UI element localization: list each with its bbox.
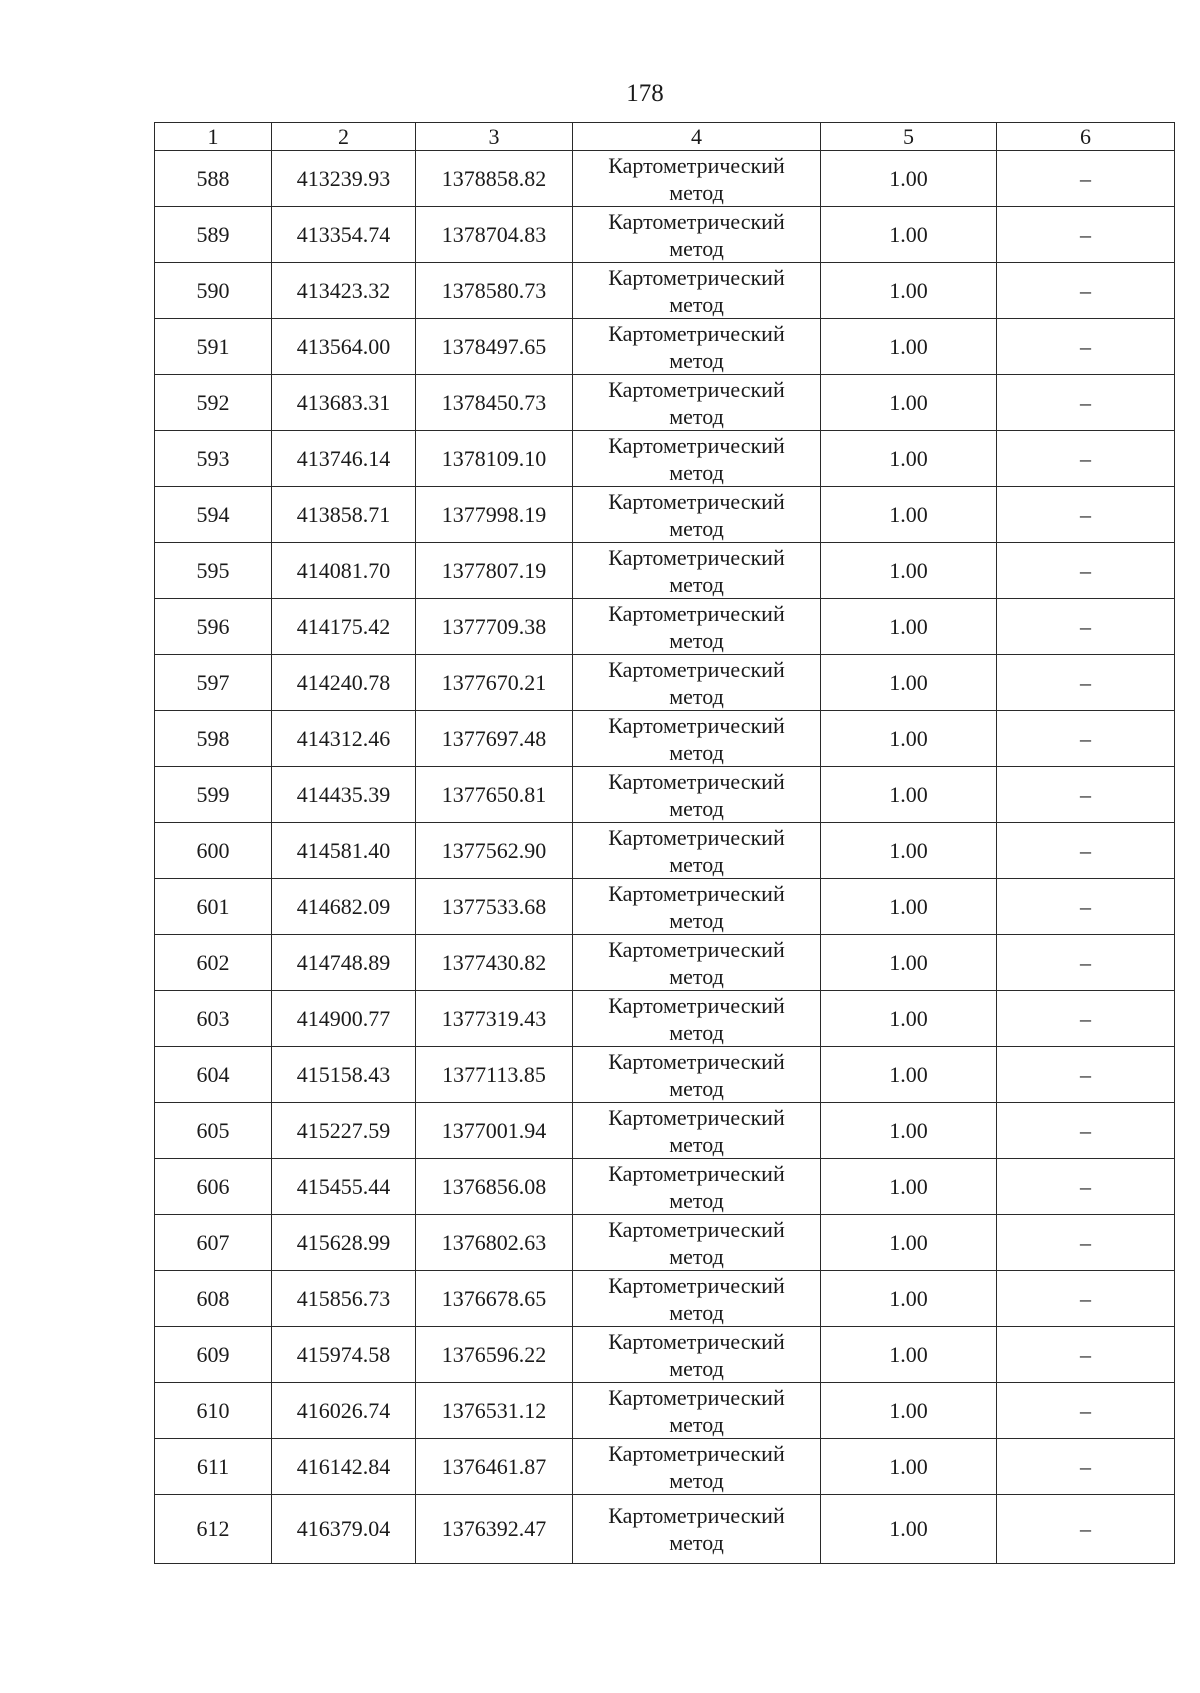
x-coordinate-cell: 415628.99 — [272, 1215, 416, 1271]
table-row — [155, 655, 1175, 711]
point-number-cell: 596 — [155, 599, 272, 655]
note-cell: – — [997, 823, 1175, 879]
table-row — [155, 935, 1175, 991]
method-line-2: метод — [669, 179, 724, 205]
table-row — [155, 487, 1175, 543]
note-cell: – — [997, 207, 1175, 263]
table-body — [155, 151, 1175, 1564]
method-line-1: Картометрический — [608, 376, 785, 402]
note-cell: – — [997, 655, 1175, 711]
x-coordinate-cell: 414682.09 — [272, 879, 416, 935]
note-cell: – — [997, 319, 1175, 375]
x-coordinate-cell: 415974.58 — [272, 1327, 416, 1383]
y-coordinate-cell: 1376531.12 — [416, 1383, 573, 1439]
method-line-2: метод — [669, 795, 724, 821]
y-coordinate-cell: 1376678.65 — [416, 1271, 573, 1327]
accuracy-cell: 1.00 — [821, 879, 997, 935]
table-row — [155, 431, 1175, 487]
y-coordinate-cell: 1376802.63 — [416, 1215, 573, 1271]
table-row — [155, 207, 1175, 263]
accuracy-cell: 1.00 — [821, 767, 997, 823]
method-cell — [573, 1271, 821, 1327]
method-line-2: метод — [669, 851, 724, 877]
accuracy-cell: 1.00 — [821, 1495, 997, 1564]
point-number-cell: 606 — [155, 1159, 272, 1215]
method-line-2: метод — [669, 1467, 724, 1493]
accuracy-cell: 1.00 — [821, 655, 997, 711]
y-coordinate-cell: 1377998.19 — [416, 487, 573, 543]
method-cell — [573, 375, 821, 431]
column-header: 2 — [272, 123, 416, 151]
note-cell: – — [997, 431, 1175, 487]
method-line-2: метод — [669, 1355, 724, 1381]
note-cell: – — [997, 935, 1175, 991]
method-line-1: Картометрический — [608, 1216, 785, 1242]
method-cell — [573, 991, 821, 1047]
x-coordinate-cell: 414748.89 — [272, 935, 416, 991]
y-coordinate-cell: 1377319.43 — [416, 991, 573, 1047]
y-coordinate-cell: 1377670.21 — [416, 655, 573, 711]
accuracy-cell: 1.00 — [821, 991, 997, 1047]
accuracy-cell: 1.00 — [821, 1327, 997, 1383]
method-cell — [573, 655, 821, 711]
y-coordinate-cell: 1376392.47 — [416, 1495, 573, 1564]
note-cell: – — [997, 1215, 1175, 1271]
accuracy-cell: 1.00 — [821, 711, 997, 767]
point-number-cell: 588 — [155, 151, 272, 207]
note-cell: – — [997, 879, 1175, 935]
method-cell — [573, 207, 821, 263]
y-coordinate-cell: 1377001.94 — [416, 1103, 573, 1159]
y-coordinate-cell: 1378109.10 — [416, 431, 573, 487]
point-number-cell: 597 — [155, 655, 272, 711]
table-row — [155, 879, 1175, 935]
y-coordinate-cell: 1377113.85 — [416, 1047, 573, 1103]
method-line-2: метод — [669, 1187, 724, 1213]
accuracy-cell: 1.00 — [821, 375, 997, 431]
table-row — [155, 1271, 1175, 1327]
point-number-cell: 603 — [155, 991, 272, 1047]
method-line-1: Картометрический — [608, 1104, 785, 1130]
method-line-1: Картометрический — [608, 1160, 785, 1186]
y-coordinate-cell: 1377697.48 — [416, 711, 573, 767]
method-cell — [573, 487, 821, 543]
method-line-2: метод — [669, 1411, 724, 1437]
x-coordinate-cell: 413858.71 — [272, 487, 416, 543]
x-coordinate-cell: 414312.46 — [272, 711, 416, 767]
table-row — [155, 1215, 1175, 1271]
y-coordinate-cell: 1377709.38 — [416, 599, 573, 655]
method-line-2: метод — [669, 683, 724, 709]
point-number-cell: 610 — [155, 1383, 272, 1439]
point-number-cell: 591 — [155, 319, 272, 375]
point-number-cell: 593 — [155, 431, 272, 487]
point-number-cell: 599 — [155, 767, 272, 823]
method-line-2: метод — [669, 1019, 724, 1045]
table-row — [155, 711, 1175, 767]
accuracy-cell: 1.00 — [821, 487, 997, 543]
y-coordinate-cell: 1378497.65 — [416, 319, 573, 375]
method-line-2: метод — [669, 1299, 724, 1325]
x-coordinate-cell: 413564.00 — [272, 319, 416, 375]
point-number-cell: 612 — [155, 1495, 272, 1564]
coordinates-table — [154, 122, 1175, 1564]
point-number-cell: 590 — [155, 263, 272, 319]
note-cell: – — [997, 1047, 1175, 1103]
accuracy-cell: 1.00 — [821, 431, 997, 487]
method-cell — [573, 879, 821, 935]
x-coordinate-cell: 415455.44 — [272, 1159, 416, 1215]
point-number-cell: 601 — [155, 879, 272, 935]
y-coordinate-cell: 1378704.83 — [416, 207, 573, 263]
y-coordinate-cell: 1376596.22 — [416, 1327, 573, 1383]
table-row — [155, 543, 1175, 599]
note-cell: – — [997, 711, 1175, 767]
method-line-2: метод — [669, 291, 724, 317]
note-cell: – — [997, 599, 1175, 655]
method-cell — [573, 1327, 821, 1383]
method-line-2: метод — [669, 403, 724, 429]
x-coordinate-cell: 416142.84 — [272, 1439, 416, 1495]
accuracy-cell: 1.00 — [821, 1159, 997, 1215]
note-cell: – — [997, 1327, 1175, 1383]
table-row — [155, 599, 1175, 655]
method-line-2: метод — [669, 235, 724, 261]
method-line-2: метод — [669, 571, 724, 597]
method-line-1: Картометрический — [608, 992, 785, 1018]
method-line-1: Картометрический — [608, 656, 785, 682]
x-coordinate-cell: 413746.14 — [272, 431, 416, 487]
method-cell — [573, 1215, 821, 1271]
table-row — [155, 1327, 1175, 1383]
y-coordinate-cell: 1378858.82 — [416, 151, 573, 207]
accuracy-cell: 1.00 — [821, 1103, 997, 1159]
x-coordinate-cell: 413423.32 — [272, 263, 416, 319]
method-line-2: метод — [669, 907, 724, 933]
method-cell — [573, 431, 821, 487]
method-line-1: Картометрический — [608, 1272, 785, 1298]
accuracy-cell: 1.00 — [821, 599, 997, 655]
x-coordinate-cell: 413683.31 — [272, 375, 416, 431]
method-line-1: Картометрический — [608, 600, 785, 626]
table-row — [155, 375, 1175, 431]
accuracy-cell: 1.00 — [821, 1047, 997, 1103]
method-cell — [573, 263, 821, 319]
note-cell: – — [997, 1159, 1175, 1215]
method-line-1: Картометрический — [608, 208, 785, 234]
accuracy-cell: 1.00 — [821, 823, 997, 879]
x-coordinate-cell: 414081.70 — [272, 543, 416, 599]
table-row — [155, 1383, 1175, 1439]
note-cell: – — [997, 263, 1175, 319]
table-row — [155, 1103, 1175, 1159]
point-number-cell: 598 — [155, 711, 272, 767]
method-line-1: Картометрический — [608, 1048, 785, 1074]
table-row — [155, 1159, 1175, 1215]
y-coordinate-cell: 1377562.90 — [416, 823, 573, 879]
note-cell: – — [997, 151, 1175, 207]
method-cell — [573, 935, 821, 991]
x-coordinate-cell: 415856.73 — [272, 1271, 416, 1327]
method-line-1: Картометрический — [608, 264, 785, 290]
method-line-1: Картометрический — [608, 488, 785, 514]
point-number-cell: 604 — [155, 1047, 272, 1103]
table-row — [155, 1439, 1175, 1495]
x-coordinate-cell: 414900.77 — [272, 991, 416, 1047]
method-cell — [573, 151, 821, 207]
method-line-2: метод — [669, 1131, 724, 1157]
method-line-1: Картометрический — [608, 1328, 785, 1354]
x-coordinate-cell: 414435.39 — [272, 767, 416, 823]
point-number-cell: 592 — [155, 375, 272, 431]
method-line-1: Картометрический — [608, 320, 785, 346]
method-cell — [573, 1103, 821, 1159]
point-number-cell: 605 — [155, 1103, 272, 1159]
note-cell: – — [997, 543, 1175, 599]
table-row — [155, 151, 1175, 207]
x-coordinate-cell: 414175.42 — [272, 599, 416, 655]
method-line-1: Картометрический — [608, 152, 785, 178]
method-cell — [573, 823, 821, 879]
note-cell: – — [997, 991, 1175, 1047]
method-cell — [573, 1383, 821, 1439]
accuracy-cell: 1.00 — [821, 263, 997, 319]
table-row — [155, 319, 1175, 375]
method-line-2: метод — [669, 1075, 724, 1101]
accuracy-cell: 1.00 — [821, 319, 997, 375]
table-header-row — [155, 123, 1175, 151]
point-number-cell: 607 — [155, 1215, 272, 1271]
point-number-cell: 595 — [155, 543, 272, 599]
method-cell — [573, 711, 821, 767]
accuracy-cell: 1.00 — [821, 543, 997, 599]
method-line-1: Картометрический — [608, 880, 785, 906]
method-cell — [573, 1159, 821, 1215]
note-cell: – — [997, 767, 1175, 823]
note-cell: – — [997, 487, 1175, 543]
method-line-2: метод — [669, 1530, 724, 1555]
accuracy-cell: 1.00 — [821, 1215, 997, 1271]
point-number-cell: 609 — [155, 1327, 272, 1383]
y-coordinate-cell: 1377533.68 — [416, 879, 573, 935]
method-line-1: Картометрический — [608, 1440, 785, 1466]
x-coordinate-cell: 414581.40 — [272, 823, 416, 879]
method-line-2: метод — [669, 515, 724, 541]
table-row — [155, 823, 1175, 879]
column-header: 1 — [155, 123, 272, 151]
point-number-cell: 600 — [155, 823, 272, 879]
method-line-1: Картометрический — [608, 936, 785, 962]
method-line-2: метод — [669, 459, 724, 485]
method-cell — [573, 767, 821, 823]
method-line-2: метод — [669, 963, 724, 989]
y-coordinate-cell: 1377650.81 — [416, 767, 573, 823]
y-coordinate-cell: 1378450.73 — [416, 375, 573, 431]
accuracy-cell: 1.00 — [821, 1383, 997, 1439]
point-number-cell: 608 — [155, 1271, 272, 1327]
x-coordinate-cell: 415158.43 — [272, 1047, 416, 1103]
x-coordinate-cell: 413239.93 — [272, 151, 416, 207]
method-line-1: Картометрический — [608, 768, 785, 794]
method-line-2: метод — [669, 347, 724, 373]
accuracy-cell: 1.00 — [821, 151, 997, 207]
table-row — [155, 991, 1175, 1047]
table-row — [155, 767, 1175, 823]
accuracy-cell: 1.00 — [821, 1271, 997, 1327]
method-line-1: Картометрический — [608, 1503, 785, 1528]
note-cell: – — [997, 1439, 1175, 1495]
note-cell: – — [997, 1103, 1175, 1159]
x-coordinate-cell: 413354.74 — [272, 207, 416, 263]
y-coordinate-cell: 1376461.87 — [416, 1439, 573, 1495]
method-line-1: Картометрический — [608, 712, 785, 738]
point-number-cell: 589 — [155, 207, 272, 263]
x-coordinate-cell: 416379.04 — [272, 1495, 416, 1564]
note-cell: – — [997, 375, 1175, 431]
x-coordinate-cell: 415227.59 — [272, 1103, 416, 1159]
method-cell — [573, 1047, 821, 1103]
method-cell — [573, 1495, 821, 1564]
method-line-1: Картометрический — [608, 1384, 785, 1410]
x-coordinate-cell: 414240.78 — [272, 655, 416, 711]
column-header: 6 — [997, 123, 1175, 151]
method-line-1: Картометрический — [608, 544, 785, 570]
method-cell — [573, 1439, 821, 1495]
accuracy-cell: 1.00 — [821, 1439, 997, 1495]
accuracy-cell: 1.00 — [821, 207, 997, 263]
table-row — [155, 263, 1175, 319]
note-cell: – — [997, 1495, 1175, 1564]
method-cell — [573, 543, 821, 599]
table-row — [155, 1047, 1175, 1103]
column-header: 4 — [573, 123, 821, 151]
method-line-2: метод — [669, 627, 724, 653]
note-cell: – — [997, 1383, 1175, 1439]
method-line-2: метод — [669, 1243, 724, 1269]
column-header: 3 — [416, 123, 573, 151]
point-number-cell: 611 — [155, 1439, 272, 1495]
point-number-cell: 594 — [155, 487, 272, 543]
page-number: 178 — [626, 80, 664, 107]
column-header: 5 — [821, 123, 997, 151]
accuracy-cell: 1.00 — [821, 935, 997, 991]
point-number-cell: 602 — [155, 935, 272, 991]
method-line-1: Картометрический — [608, 824, 785, 850]
method-cell — [573, 599, 821, 655]
x-coordinate-cell: 416026.74 — [272, 1383, 416, 1439]
y-coordinate-cell: 1377430.82 — [416, 935, 573, 991]
y-coordinate-cell: 1378580.73 — [416, 263, 573, 319]
table-row — [155, 1495, 1175, 1564]
y-coordinate-cell: 1376856.08 — [416, 1159, 573, 1215]
y-coordinate-cell: 1377807.19 — [416, 543, 573, 599]
method-line-1: Картометрический — [608, 432, 785, 458]
method-cell — [573, 319, 821, 375]
method-line-2: метод — [669, 739, 724, 765]
note-cell: – — [997, 1271, 1175, 1327]
